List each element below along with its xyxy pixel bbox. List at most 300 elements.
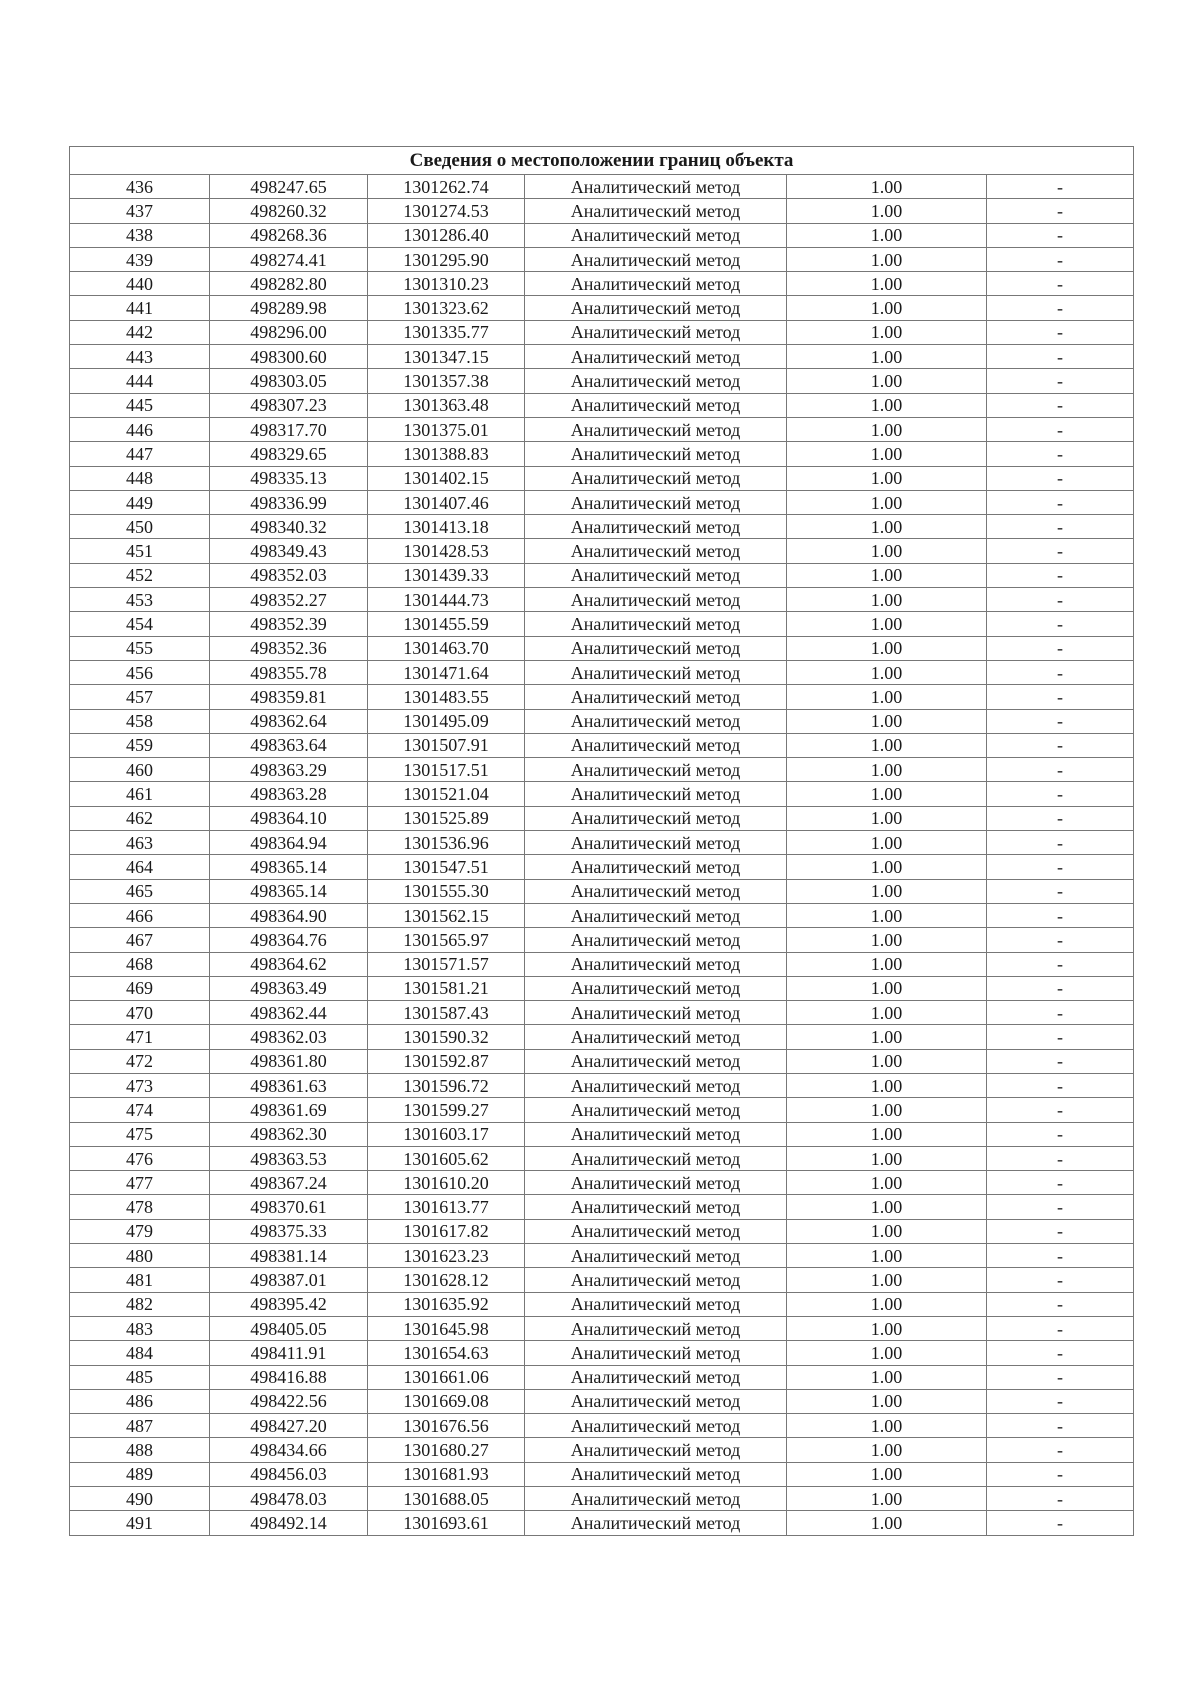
accuracy-cell: 1.00: [787, 296, 987, 320]
accuracy-cell: 1.00: [787, 199, 987, 223]
accuracy-cell: 1.00: [787, 1073, 987, 1097]
accuracy-cell: 1.00: [787, 1462, 987, 1486]
table-row: [70, 952, 1134, 976]
table-row: [70, 709, 1134, 733]
accuracy-cell: 1.00: [787, 879, 987, 903]
point-number-cell: 462: [70, 806, 210, 830]
accuracy-cell: 1.00: [787, 1268, 987, 1292]
description-cell: -: [987, 1171, 1134, 1195]
x-coordinate-cell: 498364.10: [210, 806, 368, 830]
x-coordinate-cell: 498247.65: [210, 175, 368, 199]
point-number-cell: 488: [70, 1438, 210, 1462]
method-cell: Аналитический метод: [525, 272, 787, 296]
y-coordinate-cell: 1301610.20: [368, 1171, 525, 1195]
accuracy-cell: 1.00: [787, 466, 987, 490]
point-number-cell: 446: [70, 417, 210, 441]
x-coordinate-cell: 498434.66: [210, 1438, 368, 1462]
x-coordinate-cell: 498364.90: [210, 903, 368, 927]
method-cell: Аналитический метод: [525, 490, 787, 514]
accuracy-cell: 1.00: [787, 1001, 987, 1025]
x-coordinate-cell: 498361.69: [210, 1098, 368, 1122]
table-row: [70, 1171, 1134, 1195]
accuracy-cell: 1.00: [787, 588, 987, 612]
y-coordinate-cell: 1301628.12: [368, 1268, 525, 1292]
y-coordinate-cell: 1301536.96: [368, 831, 525, 855]
description-cell: -: [987, 442, 1134, 466]
x-coordinate-cell: 498352.03: [210, 563, 368, 587]
description-cell: -: [987, 782, 1134, 806]
accuracy-cell: 1.00: [787, 1195, 987, 1219]
y-coordinate-cell: 1301471.64: [368, 660, 525, 684]
method-cell: Аналитический метод: [525, 831, 787, 855]
description-cell: -: [987, 466, 1134, 490]
method-cell: Аналитический метод: [525, 1487, 787, 1511]
y-coordinate-cell: 1301571.57: [368, 952, 525, 976]
x-coordinate-cell: 498359.81: [210, 685, 368, 709]
x-coordinate-cell: 498329.65: [210, 442, 368, 466]
point-number-cell: 437: [70, 199, 210, 223]
method-cell: Аналитический метод: [525, 1025, 787, 1049]
method-cell: Аналитический метод: [525, 1195, 787, 1219]
table-row: [70, 393, 1134, 417]
point-number-cell: 467: [70, 928, 210, 952]
method-cell: Аналитический метод: [525, 320, 787, 344]
description-cell: -: [987, 831, 1134, 855]
accuracy-cell: 1.00: [787, 1316, 987, 1340]
description-cell: -: [987, 393, 1134, 417]
y-coordinate-cell: 1301286.40: [368, 223, 525, 247]
y-coordinate-cell: 1301363.48: [368, 393, 525, 417]
table-row: [70, 928, 1134, 952]
method-cell: Аналитический метод: [525, 393, 787, 417]
y-coordinate-cell: 1301635.92: [368, 1292, 525, 1316]
method-cell: Аналитический метод: [525, 758, 787, 782]
x-coordinate-cell: 498456.03: [210, 1462, 368, 1486]
point-number-cell: 466: [70, 903, 210, 927]
method-cell: Аналитический метод: [525, 1389, 787, 1413]
x-coordinate-cell: 498361.80: [210, 1049, 368, 1073]
method-cell: Аналитический метод: [525, 1244, 787, 1268]
description-cell: -: [987, 1146, 1134, 1170]
description-cell: -: [987, 685, 1134, 709]
table-row: [70, 296, 1134, 320]
accuracy-cell: 1.00: [787, 1292, 987, 1316]
method-cell: Аналитический метод: [525, 879, 787, 903]
table-row: [70, 733, 1134, 757]
x-coordinate-cell: 498362.44: [210, 1001, 368, 1025]
x-coordinate-cell: 498268.36: [210, 223, 368, 247]
description-cell: -: [987, 636, 1134, 660]
y-coordinate-cell: 1301413.18: [368, 515, 525, 539]
accuracy-cell: 1.00: [787, 903, 987, 927]
accuracy-cell: 1.00: [787, 345, 987, 369]
x-coordinate-cell: 498352.27: [210, 588, 368, 612]
point-number-cell: 475: [70, 1122, 210, 1146]
method-cell: Аналитический метод: [525, 296, 787, 320]
table-row: [70, 660, 1134, 684]
accuracy-cell: 1.00: [787, 515, 987, 539]
description-cell: -: [987, 855, 1134, 879]
table-row: [70, 1316, 1134, 1340]
x-coordinate-cell: 498352.39: [210, 612, 368, 636]
description-cell: -: [987, 1073, 1134, 1097]
method-cell: Аналитический метод: [525, 855, 787, 879]
accuracy-cell: 1.00: [787, 1389, 987, 1413]
point-number-cell: 477: [70, 1171, 210, 1195]
method-cell: Аналитический метод: [525, 612, 787, 636]
accuracy-cell: 1.00: [787, 1414, 987, 1438]
y-coordinate-cell: 1301402.15: [368, 466, 525, 490]
table-row: [70, 1001, 1134, 1025]
description-cell: -: [987, 1049, 1134, 1073]
table-row: [70, 831, 1134, 855]
y-coordinate-cell: 1301407.46: [368, 490, 525, 514]
x-coordinate-cell: 498363.53: [210, 1146, 368, 1170]
point-number-cell: 471: [70, 1025, 210, 1049]
y-coordinate-cell: 1301587.43: [368, 1001, 525, 1025]
y-coordinate-cell: 1301623.23: [368, 1244, 525, 1268]
method-cell: Аналитический метод: [525, 1001, 787, 1025]
point-number-cell: 448: [70, 466, 210, 490]
point-number-cell: 456: [70, 660, 210, 684]
x-coordinate-cell: 498303.05: [210, 369, 368, 393]
description-cell: -: [987, 490, 1134, 514]
method-cell: Аналитический метод: [525, 1462, 787, 1486]
y-coordinate-cell: 1301444.73: [368, 588, 525, 612]
table-row: [70, 903, 1134, 927]
table-row: [70, 563, 1134, 587]
point-number-cell: 442: [70, 320, 210, 344]
accuracy-cell: 1.00: [787, 490, 987, 514]
point-number-cell: 447: [70, 442, 210, 466]
description-cell: -: [987, 563, 1134, 587]
table-row: [70, 782, 1134, 806]
y-coordinate-cell: 1301613.77: [368, 1195, 525, 1219]
method-cell: Аналитический метод: [525, 1146, 787, 1170]
description-cell: -: [987, 806, 1134, 830]
description-cell: -: [987, 709, 1134, 733]
method-cell: Аналитический метод: [525, 175, 787, 199]
y-coordinate-cell: 1301676.56: [368, 1414, 525, 1438]
table-row: [70, 1244, 1134, 1268]
table-row: [70, 369, 1134, 393]
table-row: [70, 1341, 1134, 1365]
description-cell: -: [987, 247, 1134, 271]
method-cell: Аналитический метод: [525, 1219, 787, 1243]
y-coordinate-cell: 1301323.62: [368, 296, 525, 320]
method-cell: Аналитический метод: [525, 782, 787, 806]
point-number-cell: 479: [70, 1219, 210, 1243]
point-number-cell: 480: [70, 1244, 210, 1268]
description-cell: -: [987, 199, 1134, 223]
table-row: [70, 879, 1134, 903]
y-coordinate-cell: 1301463.70: [368, 636, 525, 660]
accuracy-cell: 1.00: [787, 442, 987, 466]
description-cell: -: [987, 733, 1134, 757]
description-cell: -: [987, 1195, 1134, 1219]
point-number-cell: 485: [70, 1365, 210, 1389]
table-row: [70, 758, 1134, 782]
accuracy-cell: 1.00: [787, 1219, 987, 1243]
x-coordinate-cell: 498363.28: [210, 782, 368, 806]
accuracy-cell: 1.00: [787, 806, 987, 830]
method-cell: Аналитический метод: [525, 1292, 787, 1316]
accuracy-cell: 1.00: [787, 660, 987, 684]
description-cell: -: [987, 1098, 1134, 1122]
accuracy-cell: 1.00: [787, 1244, 987, 1268]
table-row: [70, 685, 1134, 709]
point-number-cell: 469: [70, 976, 210, 1000]
description-cell: -: [987, 879, 1134, 903]
table-row: [70, 442, 1134, 466]
x-coordinate-cell: 498363.29: [210, 758, 368, 782]
description-cell: -: [987, 223, 1134, 247]
method-cell: Аналитический метод: [525, 1365, 787, 1389]
x-coordinate-cell: 498349.43: [210, 539, 368, 563]
y-coordinate-cell: 1301525.89: [368, 806, 525, 830]
y-coordinate-cell: 1301495.09: [368, 709, 525, 733]
accuracy-cell: 1.00: [787, 612, 987, 636]
x-coordinate-cell: 498395.42: [210, 1292, 368, 1316]
table-title: Сведения о местоположении границ объекта: [70, 147, 1134, 175]
table-row: [70, 1462, 1134, 1486]
point-number-cell: 487: [70, 1414, 210, 1438]
table-row: [70, 320, 1134, 344]
y-coordinate-cell: 1301617.82: [368, 1219, 525, 1243]
description-cell: -: [987, 1001, 1134, 1025]
x-coordinate-cell: 498317.70: [210, 417, 368, 441]
x-coordinate-cell: 498364.76: [210, 928, 368, 952]
y-coordinate-cell: 1301661.06: [368, 1365, 525, 1389]
method-cell: Аналитический метод: [525, 1511, 787, 1535]
point-number-cell: 465: [70, 879, 210, 903]
table-body: [70, 175, 1134, 1536]
description-cell: -: [987, 1122, 1134, 1146]
table-row: [70, 612, 1134, 636]
x-coordinate-cell: 498492.14: [210, 1511, 368, 1535]
accuracy-cell: 1.00: [787, 417, 987, 441]
x-coordinate-cell: 498405.05: [210, 1316, 368, 1340]
point-number-cell: 457: [70, 685, 210, 709]
x-coordinate-cell: 498282.80: [210, 272, 368, 296]
x-coordinate-cell: 498336.99: [210, 490, 368, 514]
table-row: [70, 1438, 1134, 1462]
y-coordinate-cell: 1301439.33: [368, 563, 525, 587]
point-number-cell: 476: [70, 1146, 210, 1170]
table-row: [70, 1098, 1134, 1122]
point-number-cell: 489: [70, 1462, 210, 1486]
table-row: [70, 1025, 1134, 1049]
table-title-row: [70, 147, 1134, 175]
x-coordinate-cell: 498260.32: [210, 199, 368, 223]
accuracy-cell: 1.00: [787, 952, 987, 976]
method-cell: Аналитический метод: [525, 1414, 787, 1438]
method-cell: Аналитический метод: [525, 928, 787, 952]
description-cell: -: [987, 660, 1134, 684]
point-number-cell: 481: [70, 1268, 210, 1292]
method-cell: Аналитический метод: [525, 417, 787, 441]
y-coordinate-cell: 1301688.05: [368, 1487, 525, 1511]
description-cell: -: [987, 758, 1134, 782]
table-row: [70, 223, 1134, 247]
y-coordinate-cell: 1301483.55: [368, 685, 525, 709]
description-cell: -: [987, 1365, 1134, 1389]
document-page: [69, 146, 1133, 1536]
boundary-coordinates-table: [69, 146, 1134, 1536]
x-coordinate-cell: 498363.64: [210, 733, 368, 757]
x-coordinate-cell: 498340.32: [210, 515, 368, 539]
method-cell: Аналитический метод: [525, 733, 787, 757]
table-row: [70, 1122, 1134, 1146]
table-row: [70, 345, 1134, 369]
table-row: [70, 247, 1134, 271]
y-coordinate-cell: 1301547.51: [368, 855, 525, 879]
x-coordinate-cell: 498387.01: [210, 1268, 368, 1292]
x-coordinate-cell: 498375.33: [210, 1219, 368, 1243]
table-row: [70, 806, 1134, 830]
description-cell: -: [987, 296, 1134, 320]
x-coordinate-cell: 498364.94: [210, 831, 368, 855]
table-row: [70, 175, 1134, 199]
y-coordinate-cell: 1301274.53: [368, 199, 525, 223]
table-row: [70, 1487, 1134, 1511]
description-cell: -: [987, 539, 1134, 563]
accuracy-cell: 1.00: [787, 831, 987, 855]
point-number-cell: 444: [70, 369, 210, 393]
table-row: [70, 466, 1134, 490]
accuracy-cell: 1.00: [787, 685, 987, 709]
y-coordinate-cell: 1301603.17: [368, 1122, 525, 1146]
method-cell: Аналитический метод: [525, 952, 787, 976]
y-coordinate-cell: 1301669.08: [368, 1389, 525, 1413]
x-coordinate-cell: 498289.98: [210, 296, 368, 320]
point-number-cell: 478: [70, 1195, 210, 1219]
method-cell: Аналитический метод: [525, 685, 787, 709]
table-row: [70, 1195, 1134, 1219]
x-coordinate-cell: 498355.78: [210, 660, 368, 684]
y-coordinate-cell: 1301681.93: [368, 1462, 525, 1486]
accuracy-cell: 1.00: [787, 782, 987, 806]
accuracy-cell: 1.00: [787, 758, 987, 782]
description-cell: -: [987, 1462, 1134, 1486]
y-coordinate-cell: 1301654.63: [368, 1341, 525, 1365]
x-coordinate-cell: 498367.24: [210, 1171, 368, 1195]
y-coordinate-cell: 1301455.59: [368, 612, 525, 636]
point-number-cell: 484: [70, 1341, 210, 1365]
y-coordinate-cell: 1301605.62: [368, 1146, 525, 1170]
y-coordinate-cell: 1301562.15: [368, 903, 525, 927]
x-coordinate-cell: 498361.63: [210, 1073, 368, 1097]
accuracy-cell: 1.00: [787, 709, 987, 733]
accuracy-cell: 1.00: [787, 563, 987, 587]
description-cell: -: [987, 903, 1134, 927]
description-cell: -: [987, 1219, 1134, 1243]
point-number-cell: 463: [70, 831, 210, 855]
accuracy-cell: 1.00: [787, 976, 987, 1000]
point-number-cell: 454: [70, 612, 210, 636]
description-cell: -: [987, 272, 1134, 296]
point-number-cell: 450: [70, 515, 210, 539]
x-coordinate-cell: 498352.36: [210, 636, 368, 660]
method-cell: Аналитический метод: [525, 903, 787, 927]
x-coordinate-cell: 498335.13: [210, 466, 368, 490]
accuracy-cell: 1.00: [787, 175, 987, 199]
point-number-cell: 441: [70, 296, 210, 320]
point-number-cell: 483: [70, 1316, 210, 1340]
accuracy-cell: 1.00: [787, 928, 987, 952]
table-row: [70, 1073, 1134, 1097]
description-cell: -: [987, 1438, 1134, 1462]
method-cell: Аналитический метод: [525, 976, 787, 1000]
point-number-cell: 445: [70, 393, 210, 417]
table-row: [70, 1414, 1134, 1438]
point-number-cell: 459: [70, 733, 210, 757]
point-number-cell: 451: [70, 539, 210, 563]
point-number-cell: 460: [70, 758, 210, 782]
table-row: [70, 515, 1134, 539]
point-number-cell: 455: [70, 636, 210, 660]
description-cell: -: [987, 515, 1134, 539]
method-cell: Аналитический метод: [525, 1098, 787, 1122]
point-number-cell: 452: [70, 563, 210, 587]
method-cell: Аналитический метод: [525, 588, 787, 612]
method-cell: Аналитический метод: [525, 806, 787, 830]
y-coordinate-cell: 1301428.53: [368, 539, 525, 563]
point-number-cell: 438: [70, 223, 210, 247]
x-coordinate-cell: 498362.03: [210, 1025, 368, 1049]
description-cell: -: [987, 1414, 1134, 1438]
y-coordinate-cell: 1301565.97: [368, 928, 525, 952]
method-cell: Аналитический метод: [525, 466, 787, 490]
y-coordinate-cell: 1301592.87: [368, 1049, 525, 1073]
point-number-cell: 458: [70, 709, 210, 733]
y-coordinate-cell: 1301347.15: [368, 345, 525, 369]
method-cell: Аналитический метод: [525, 369, 787, 393]
y-coordinate-cell: 1301295.90: [368, 247, 525, 271]
x-coordinate-cell: 498416.88: [210, 1365, 368, 1389]
method-cell: Аналитический метод: [525, 1316, 787, 1340]
method-cell: Аналитический метод: [525, 660, 787, 684]
point-number-cell: 439: [70, 247, 210, 271]
point-number-cell: 440: [70, 272, 210, 296]
method-cell: Аналитический метод: [525, 709, 787, 733]
x-coordinate-cell: 498362.64: [210, 709, 368, 733]
method-cell: Аналитический метод: [525, 1341, 787, 1365]
method-cell: Аналитический метод: [525, 636, 787, 660]
x-coordinate-cell: 498300.60: [210, 345, 368, 369]
table-row: [70, 976, 1134, 1000]
table-row: [70, 1511, 1134, 1535]
point-number-cell: 491: [70, 1511, 210, 1535]
table-row: [70, 417, 1134, 441]
table-row: [70, 1146, 1134, 1170]
accuracy-cell: 1.00: [787, 1146, 987, 1170]
x-coordinate-cell: 498363.49: [210, 976, 368, 1000]
y-coordinate-cell: 1301693.61: [368, 1511, 525, 1535]
description-cell: -: [987, 1511, 1134, 1535]
point-number-cell: 474: [70, 1098, 210, 1122]
y-coordinate-cell: 1301590.32: [368, 1025, 525, 1049]
accuracy-cell: 1.00: [787, 1487, 987, 1511]
point-number-cell: 482: [70, 1292, 210, 1316]
x-coordinate-cell: 498427.20: [210, 1414, 368, 1438]
table-row: [70, 855, 1134, 879]
description-cell: -: [987, 1389, 1134, 1413]
y-coordinate-cell: 1301357.38: [368, 369, 525, 393]
accuracy-cell: 1.00: [787, 1511, 987, 1535]
accuracy-cell: 1.00: [787, 636, 987, 660]
method-cell: Аналитический метод: [525, 539, 787, 563]
